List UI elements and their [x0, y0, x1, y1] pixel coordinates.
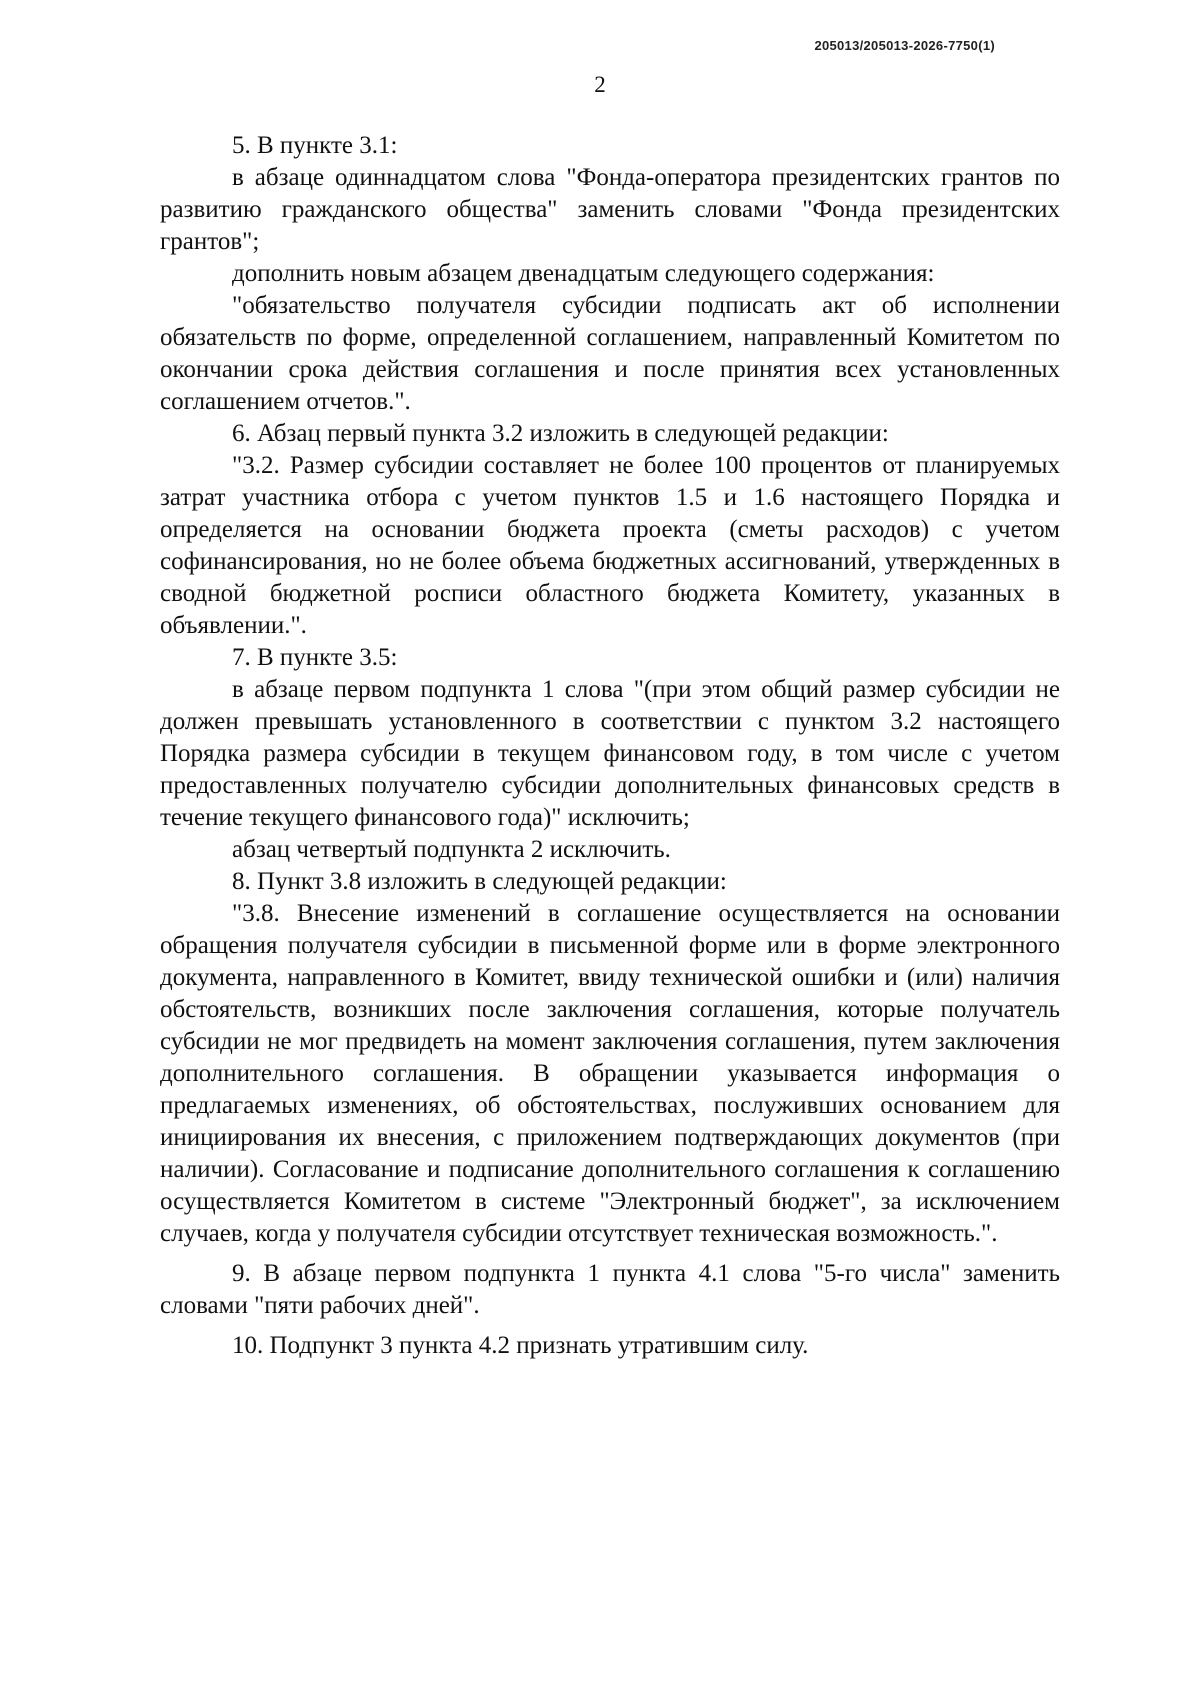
paragraph-item-9: 9. В абзаце первом подпункта 1 пункта 4.1 слова "5-го числа" заменить словами "пяти рабочих дней".: [160, 1260, 1060, 1319]
document-body: [160, 130, 1060, 1362]
paragraph-item-5-abzac-11: в абзаце одиннадцатом слова "Фонда-оператора президентских грантов по развитию гражданского общества" заменить словами "Фонда президентских грантов";: [160, 164, 1060, 255]
document-id: 205013/205013-2026-7750(1): [814, 38, 995, 53]
paragraph-item-10: 10. Подпункт 3 пункта 4.2 признать утратившим силу.: [232, 1332, 809, 1359]
paragraph-item-7-subpoint-2: абзац четвертый подпункта 2 исключить.: [232, 836, 671, 863]
paragraph-item-8: 8. Пункт 3.8 изложить в следующей редакции:: [232, 868, 727, 895]
paragraph-item-7: 7. В пункте 3.5:: [232, 644, 398, 671]
paragraph-item-5-new-abzac: дополнить новым абзацем двенадцатым следующего содержания:: [232, 260, 935, 287]
paragraph-item-8-quote: "3.8. Внесение изменений в соглашение осуществляется на основании обращения получателя субсидии в письменной форме или в форме электронного документа, направленного в Комитет, ввиду технической ошибки и (или) наличия обстоятельств, возникших после заключения соглашения, которые получатель субсидии не мог предвидеть на момент заключения соглашения, путем заключения дополнительного соглашения. В обращении указывается информация о предлагаемых изменениях, об обстоятельствах, послуживших основанием для инициирования их внесения, с приложением подтверждающих документов (при наличии). Согласование и подписание дополнительного соглашения к соглашению осуществляется Комитетом в системе "Электронный бюджет", за исключением случаев, когда у получателя субсидии отсутствует техническая возможность.".: [160, 900, 1060, 1247]
paragraph-item-5: 5. В пункте 3.1:: [232, 132, 398, 159]
paragraph-item-5-quote: "обязательство получателя субсидии подписать акт об исполнении обязательств по форме, определенной соглашением, направленный Комитетом по окончании срока действия соглашения и после принятия всех установленных соглашением отчетов.".: [160, 292, 1060, 415]
paragraph-item-7-subpoint-1: в абзаце первом подпункта 1 слова "(при этом общий размер субсидии не должен превышать установленного в соответствии с пунктом 3.2 настоящего Порядка размера субсидии в текущем финансовом году, в том числе с учетом предоставленных получателю субсидии дополнительных финансовых средств в течение текущего финансового года)" исключить;: [160, 676, 1060, 831]
paragraph-item-6-quote: "3.2. Размер субсидии составляет не более 100 процентов от планируемых затрат участника отбора с учетом пунктов 1.5 и 1.6 настоящего Порядка и определяется на основании бюджета проекта (сметы расходов) с учетом софинансирования, но не более объема бюджетных ассигнований, утвержденных в сводной бюджетной росписи областного бюджета Комитету, указанных в объявлении.".: [160, 452, 1060, 639]
page-number: 2: [594, 72, 606, 97]
paragraph-item-6: 6. Абзац первый пункта 3.2 изложить в следующей редакции:: [232, 420, 889, 447]
